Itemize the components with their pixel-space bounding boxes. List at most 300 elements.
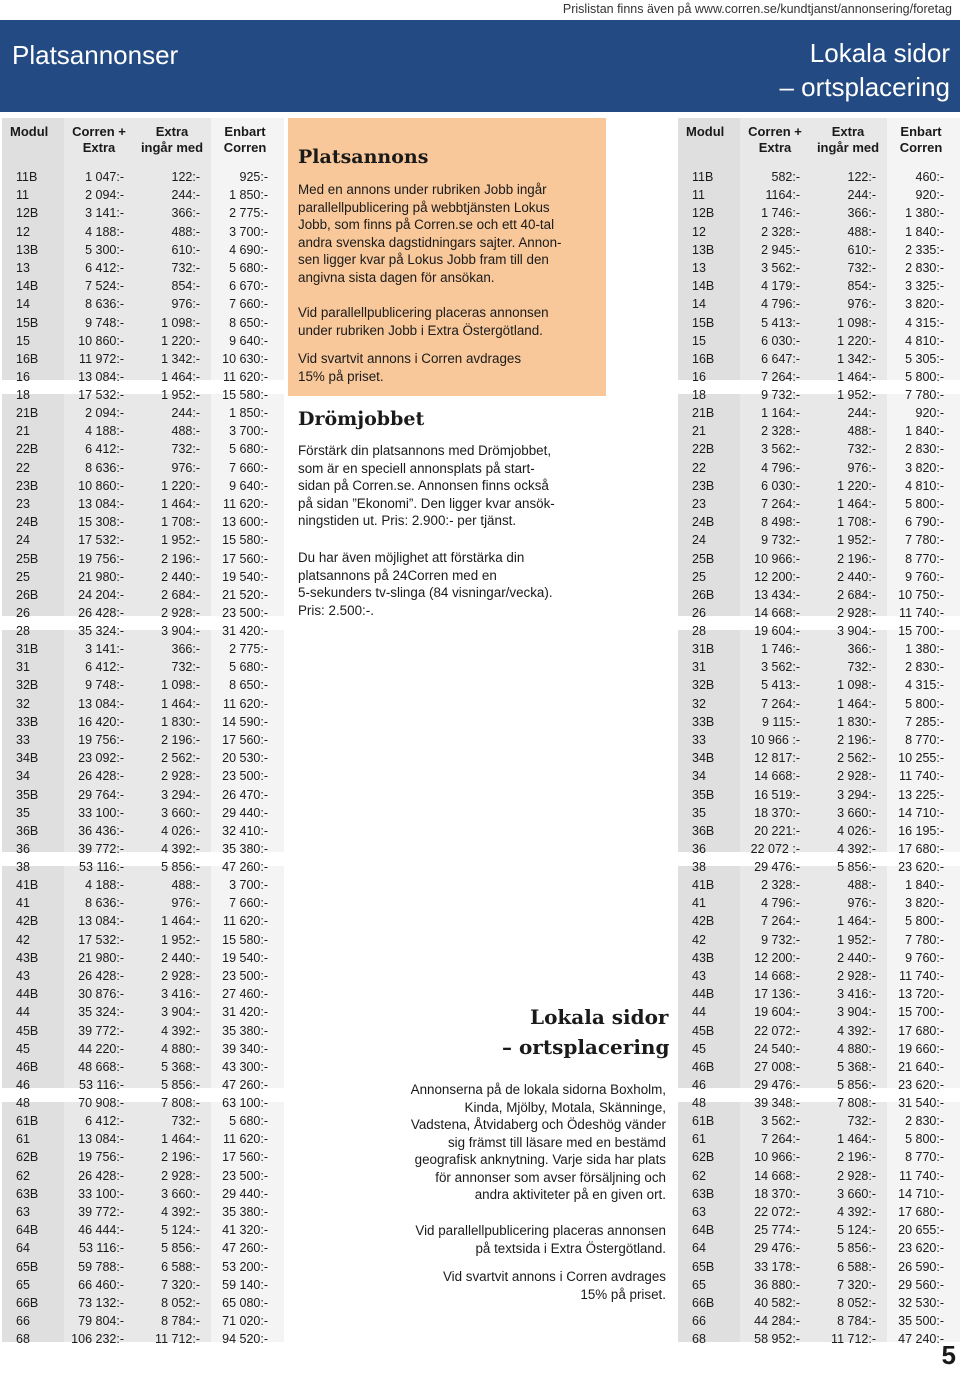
enbart-corren-price-cell: 7 780:- xyxy=(905,533,944,548)
corren-extra-price-cell: 21 980:- xyxy=(78,950,124,965)
extra-price-cell: 976:- xyxy=(171,460,200,475)
price-group xyxy=(678,876,960,1112)
enbart-corren-price-cell: 19 540:- xyxy=(222,569,268,584)
modul-cell: 15 xyxy=(692,333,706,348)
modul-cell: 26B xyxy=(16,587,39,602)
table-row xyxy=(678,295,960,313)
table-row xyxy=(678,1058,960,1076)
modul-cell: 31 xyxy=(16,660,30,675)
extra-price-cell: 4 392:- xyxy=(837,1023,876,1038)
text-line: platsannons på 24Corren med en xyxy=(298,567,497,583)
corren-extra-price-cell: 35 324:- xyxy=(78,624,124,639)
corren-extra-price-cell: 16 420:- xyxy=(78,714,124,729)
extra-price-cell: 2 928:- xyxy=(837,968,876,983)
enbart-corren-price-cell: 5 680:- xyxy=(229,260,268,275)
table-row xyxy=(2,713,284,731)
enbart-corren-price-cell: 29 440:- xyxy=(222,1186,268,1201)
enbart-corren-price-cell: 1 380:- xyxy=(905,642,944,656)
enbart-corren-price-cell: 5 800:- xyxy=(905,914,944,929)
modul-cell: 16B xyxy=(16,351,39,366)
text-line: Du har även möjlighet att förstärka din xyxy=(298,550,525,565)
table-row xyxy=(678,368,960,386)
modul-cell: 12 xyxy=(692,224,706,239)
extra-price-cell: 1 952:- xyxy=(837,533,876,548)
modul-cell: 46B xyxy=(16,1059,39,1074)
corren-extra-price-cell: 39 348:- xyxy=(754,1096,800,1111)
enbart-corren-price-cell: 35 380:- xyxy=(222,1204,268,1219)
corren-extra-price-cell: 17 532:- xyxy=(78,533,124,548)
table-row xyxy=(2,840,284,858)
corren-extra-price-cell: 1 746:- xyxy=(761,642,800,656)
corren-extra-price-cell: 13 084:- xyxy=(78,914,124,929)
enbart-corren-price-cell: 9 760:- xyxy=(905,950,944,965)
modul-cell: 65B xyxy=(16,1259,39,1274)
corren-extra-price-cell: 6 030:- xyxy=(761,478,800,493)
table-row xyxy=(2,1148,284,1166)
extra-price-cell: 1 464:- xyxy=(161,370,200,385)
table-row xyxy=(2,386,284,404)
enbart-corren-price-cell: 5 680:- xyxy=(229,442,268,457)
corren-extra-price-cell: 7 264:- xyxy=(761,914,800,929)
corren-extra-price-cell: 6 412:- xyxy=(85,1114,124,1128)
enbart-corren-price-cell: 920:- xyxy=(915,188,944,203)
modul-cell: 16 xyxy=(692,370,706,385)
enbart-corren-price-cell: 23 500:- xyxy=(222,769,268,784)
extra-price-cell: 1 952:- xyxy=(161,932,200,947)
corren-extra-price-cell: 10 966 :- xyxy=(750,732,800,747)
extra-price-cell: 1 952:- xyxy=(837,388,876,403)
table-row xyxy=(2,332,284,350)
extra-price-cell: 1 830:- xyxy=(837,714,876,729)
enbart-corren-price-cell: 23 500:- xyxy=(222,1168,268,1183)
corren-extra-price-cell: 4 179:- xyxy=(761,279,800,294)
extra-price-cell: 2 196:- xyxy=(837,551,876,566)
corren-extra-price-cell: 48 668:- xyxy=(78,1059,124,1074)
extra-price-cell: 4 026:- xyxy=(837,823,876,838)
enbart-corren-price-cell: 8 770:- xyxy=(905,732,944,747)
enbart-corren-price-cell: 14 710:- xyxy=(898,805,944,820)
table-row xyxy=(2,295,284,313)
enbart-corren-price-cell: 43 300:- xyxy=(222,1059,268,1074)
header-corren-extra-line1: Corren + xyxy=(748,124,802,139)
enbart-corren-price-cell: 21 640:- xyxy=(898,1059,944,1074)
extra-price-cell: 1 098:- xyxy=(837,315,876,330)
corren-extra-price-cell: 1164:- xyxy=(765,188,800,203)
table-row xyxy=(2,1203,284,1221)
corren-extra-price-cell: 7 524:- xyxy=(85,279,124,294)
enbart-corren-price-cell: 35 380:- xyxy=(222,1023,268,1038)
extra-price-cell: 1 464:- xyxy=(161,914,200,929)
extra-price-cell: 4 392:- xyxy=(837,842,876,857)
enbart-corren-price-cell: 15 700:- xyxy=(898,1005,944,1020)
extra-price-cell: 732:- xyxy=(847,260,876,275)
corren-extra-price-cell: 4 796:- xyxy=(761,896,800,911)
table-row xyxy=(678,386,960,404)
extra-price-cell: 4 392:- xyxy=(161,1204,200,1219)
modul-cell: 22 xyxy=(692,460,706,475)
corren-extra-price-cell: 17 532:- xyxy=(78,388,124,403)
corren-extra-price-cell: 33 178:- xyxy=(754,1259,800,1274)
table-row xyxy=(2,1022,284,1040)
modul-cell: 18 xyxy=(16,388,30,403)
modul-cell: 13 xyxy=(16,260,30,275)
table-row xyxy=(678,1148,960,1166)
extra-price-cell: 1 464:- xyxy=(837,370,876,385)
table-row xyxy=(2,1003,284,1021)
table-row xyxy=(2,1040,284,1058)
table-row xyxy=(678,876,960,894)
corren-extra-price-cell: 8 498:- xyxy=(761,515,800,530)
text-line: Jobb, som finns på Corren.se och ett 40-tal xyxy=(298,217,555,232)
modul-cell: 42 xyxy=(16,932,30,947)
table-row xyxy=(2,404,284,422)
enbart-corren-price-cell: 4 315:- xyxy=(905,678,944,693)
table-row xyxy=(2,259,284,277)
modul-cell: 41B xyxy=(16,878,39,892)
corren-extra-price-cell: 4 188:- xyxy=(85,224,124,239)
enbart-corren-price-cell: 94 520:- xyxy=(222,1332,268,1347)
enbart-corren-price-cell: 71 020:- xyxy=(222,1314,268,1329)
corren-extra-price-cell: 12 200:- xyxy=(754,569,800,584)
extra-price-cell: 488:- xyxy=(171,224,200,239)
corren-extra-price-cell: 9 732:- xyxy=(761,533,800,548)
enbart-corren-price-cell: 20 655:- xyxy=(898,1223,944,1238)
extra-price-cell: 5 856:- xyxy=(837,1241,876,1256)
table-header xyxy=(678,120,960,160)
table-row xyxy=(2,1130,284,1148)
modul-cell: 33B xyxy=(692,714,715,729)
modul-cell: 61 xyxy=(16,1132,30,1147)
extra-price-cell: 5 856:- xyxy=(837,860,876,875)
corren-extra-price-cell: 24 204:- xyxy=(78,587,124,602)
table-row xyxy=(678,1185,960,1203)
corren-extra-price-cell: 35 324:- xyxy=(78,1005,124,1020)
table-row xyxy=(2,168,284,186)
modul-cell: 24B xyxy=(692,515,715,530)
platsannons-title: Platsannons xyxy=(298,146,429,168)
enbart-corren-price-cell: 47 260:- xyxy=(222,1241,268,1256)
modul-cell: 28 xyxy=(16,624,30,639)
modul-cell: 45 xyxy=(16,1041,30,1056)
corren-extra-price-cell: 13 434:- xyxy=(754,587,800,602)
table-row xyxy=(2,186,284,204)
table-row xyxy=(678,440,960,458)
corren-extra-price-cell: 1 047:- xyxy=(85,170,124,184)
table-row xyxy=(678,804,960,822)
modul-cell: 15B xyxy=(16,315,39,330)
extra-price-cell: 2 196:- xyxy=(837,1150,876,1165)
extra-price-cell: 2 928:- xyxy=(161,769,200,784)
text-line: parallellpublicering på webbtjänsten Lokus xyxy=(298,199,550,215)
corren-extra-price-cell: 9 732:- xyxy=(761,388,800,403)
extra-price-cell: 5 856:- xyxy=(161,1078,200,1093)
modul-cell: 62 xyxy=(16,1168,30,1183)
table-row xyxy=(2,767,284,785)
enbart-corren-price-cell: 5 800:- xyxy=(905,1132,944,1147)
enbart-corren-price-cell: 10 750:- xyxy=(898,587,944,602)
modul-cell: 14B xyxy=(692,279,715,294)
enbart-corren-price-cell: 23 500:- xyxy=(222,606,268,621)
modul-cell: 42B xyxy=(16,914,39,929)
modul-cell: 45B xyxy=(692,1023,715,1038)
corren-extra-price-cell: 106 232:- xyxy=(71,1332,124,1347)
header-corren-extra-line2: Extra xyxy=(82,140,116,155)
modul-cell: 14 xyxy=(692,297,706,312)
extra-price-cell: 732:- xyxy=(171,260,200,275)
modul-cell: 28 xyxy=(692,624,706,639)
modul-cell: 64 xyxy=(692,1241,706,1256)
corren-extra-price-cell: 53 116:- xyxy=(79,1078,124,1093)
corren-extra-price-cell: 12 200:- xyxy=(754,950,800,965)
text-line: sidan på Corren.se. Annonsen finns också xyxy=(298,478,549,493)
table-row xyxy=(2,658,284,676)
modul-cell: 35 xyxy=(692,805,706,820)
enbart-corren-price-cell: 9 760:- xyxy=(905,569,944,584)
text-line: andra aktiviteter på en given ort. xyxy=(474,1187,666,1202)
corren-extra-price-cell: 26 428:- xyxy=(78,606,124,621)
modul-cell: 41 xyxy=(16,896,30,911)
enbart-corren-price-cell: 6 790:- xyxy=(905,515,944,530)
modul-cell: 35B xyxy=(16,787,39,802)
text-line: angivna sista dagen för ansökan. xyxy=(298,269,495,285)
table-row xyxy=(678,840,960,858)
header-enbart xyxy=(212,124,278,156)
table-row xyxy=(678,604,960,622)
extra-price-cell: 1 952:- xyxy=(161,533,200,548)
extra-price-cell: 3 904:- xyxy=(837,624,876,639)
corren-extra-price-cell: 19 756:- xyxy=(78,732,124,747)
text-line: Vadstena, Åtvidaberg och Ödeshög vänder xyxy=(410,1117,666,1132)
corren-extra-price-cell: 4 188:- xyxy=(85,424,124,439)
modul-cell: 13B xyxy=(16,242,39,257)
table-row xyxy=(678,912,960,930)
modul-cell: 66 xyxy=(16,1314,30,1329)
modul-cell: 16 xyxy=(16,370,30,385)
extra-price-cell: 854:- xyxy=(171,279,200,294)
corren-extra-price-cell: 13 084:- xyxy=(78,370,124,385)
dromjobbet-paragraph-1 xyxy=(298,442,555,530)
corren-extra-price-cell: 6 412:- xyxy=(85,260,124,275)
enbart-corren-price-cell: 13 225:- xyxy=(898,787,944,802)
modul-cell: 31B xyxy=(692,642,715,656)
corren-extra-price-cell: 22 072:- xyxy=(754,1023,800,1038)
modul-cell: 32 xyxy=(16,696,30,711)
platsannons-paragraph-2 xyxy=(298,304,549,339)
extra-price-cell: 1 464:- xyxy=(161,696,200,711)
enbart-corren-price-cell: 35 500:- xyxy=(898,1314,944,1329)
modul-cell: 62B xyxy=(16,1150,39,1165)
extra-price-cell: 7 808:- xyxy=(161,1096,200,1111)
extra-price-cell: 3 660:- xyxy=(161,805,200,820)
extra-price-cell: 244:- xyxy=(171,188,200,203)
modul-cell: 32B xyxy=(16,678,39,693)
enbart-corren-price-cell: 460:- xyxy=(915,170,944,184)
modul-cell: 43B xyxy=(16,950,39,965)
extra-price-cell: 5 856:- xyxy=(161,860,200,875)
corren-extra-price-cell: 14 668:- xyxy=(754,968,800,983)
modul-cell: 41 xyxy=(692,896,706,911)
table-row xyxy=(2,204,284,222)
extra-price-cell: 4 880:- xyxy=(161,1041,200,1056)
table-row xyxy=(678,531,960,549)
enbart-corren-price-cell: 11 740:- xyxy=(899,769,944,784)
modul-cell: 46B xyxy=(692,1059,715,1074)
extra-price-cell: 1 708:- xyxy=(161,515,200,530)
modul-cell: 62 xyxy=(692,1168,706,1183)
enbart-corren-price-cell: 2 775:- xyxy=(229,206,268,221)
table-row xyxy=(678,204,960,222)
table-row xyxy=(2,277,284,295)
enbart-corren-price-cell: 15 580:- xyxy=(222,932,268,947)
corren-extra-price-cell: 29 476:- xyxy=(754,1241,800,1256)
enbart-corren-price-cell: 19 540:- xyxy=(222,950,268,965)
modul-cell: 44 xyxy=(692,1005,706,1020)
text-line: 15% på priset. xyxy=(580,1286,666,1302)
modul-cell: 25B xyxy=(692,551,715,566)
table-row xyxy=(678,1276,960,1294)
extra-price-cell: 1 464:- xyxy=(837,914,876,929)
table-row xyxy=(2,622,284,640)
corren-extra-price-cell: 6 412:- xyxy=(85,442,124,457)
enbart-corren-price-cell: 7 660:- xyxy=(229,460,268,475)
modul-cell: 64B xyxy=(16,1223,39,1238)
enbart-corren-price-cell: 1 840:- xyxy=(905,224,944,239)
enbart-corren-price-cell: 17 680:- xyxy=(898,1023,944,1038)
price-group xyxy=(678,640,960,876)
corren-extra-price-cell: 15 308:- xyxy=(78,515,124,530)
lokala-paragraph-3 xyxy=(370,1268,666,1303)
table-row xyxy=(678,894,960,912)
extra-price-cell: 1 220:- xyxy=(161,478,200,493)
table-row xyxy=(678,931,960,949)
text-line: Kinda, Mjölby, Motala, Skänninge, xyxy=(464,1099,666,1115)
extra-price-cell: 854:- xyxy=(847,279,876,294)
enbart-corren-price-cell: 920:- xyxy=(915,406,944,420)
corren-extra-price-cell: 26 428:- xyxy=(78,1168,124,1183)
extra-price-cell: 3 294:- xyxy=(161,787,200,802)
modul-cell: 21 xyxy=(692,424,706,439)
table-row xyxy=(678,223,960,241)
enbart-corren-price-cell: 32 410:- xyxy=(222,823,268,838)
modul-cell: 44 xyxy=(16,1005,30,1020)
corren-extra-price-cell: 17 532:- xyxy=(78,932,124,947)
corren-extra-price-cell: 70 908:- xyxy=(78,1096,124,1111)
header-banner xyxy=(0,20,960,112)
enbart-corren-price-cell: 6 670:- xyxy=(229,279,268,294)
table-row xyxy=(678,314,960,332)
text-line: Vid parallellpublicering placeras annonsen xyxy=(415,1223,666,1238)
enbart-corren-price-cell: 47 260:- xyxy=(222,1078,268,1093)
enbart-corren-price-cell: 32 530:- xyxy=(898,1295,944,1310)
table-row xyxy=(678,1312,960,1330)
enbart-corren-price-cell: 3 700:- xyxy=(229,878,268,892)
extra-price-cell: 244:- xyxy=(847,188,876,203)
enbart-corren-price-cell: 1 840:- xyxy=(905,424,944,439)
header-corren-extra xyxy=(64,124,134,156)
modul-cell: 18 xyxy=(692,388,706,403)
corren-extra-price-cell: 8 636:- xyxy=(85,896,124,911)
modul-cell: 11 xyxy=(692,188,705,203)
enbart-corren-price-cell: 13 600:- xyxy=(222,515,268,530)
corren-extra-price-cell: 39 772:- xyxy=(78,1023,124,1038)
extra-price-cell: 976:- xyxy=(847,297,876,312)
table-row xyxy=(2,1276,284,1294)
modul-cell: 23 xyxy=(692,496,706,511)
corren-extra-price-cell: 13 084:- xyxy=(78,1132,124,1147)
enbart-corren-price-cell: 5 680:- xyxy=(229,1114,268,1128)
corren-extra-price-cell: 5 300:- xyxy=(85,242,124,257)
extra-price-cell: 2 928:- xyxy=(837,606,876,621)
modul-cell: 13B xyxy=(692,242,715,257)
corren-extra-price-cell: 12 817:- xyxy=(754,751,800,766)
extra-price-cell: 2 684:- xyxy=(837,587,876,602)
table-row xyxy=(2,368,284,386)
extra-price-cell: 1 098:- xyxy=(161,678,200,693)
extra-price-cell: 2 196:- xyxy=(161,732,200,747)
corren-extra-price-cell: 8 636:- xyxy=(85,460,124,475)
corren-extra-price-cell: 2 328:- xyxy=(761,878,800,892)
corren-extra-price-cell: 26 428:- xyxy=(78,769,124,784)
table-row xyxy=(2,459,284,477)
extra-price-cell: 11 712:- xyxy=(831,1332,876,1347)
modul-cell: 12 xyxy=(16,224,30,239)
modul-cell: 24B xyxy=(16,515,39,530)
corren-extra-price-cell: 46 444:- xyxy=(78,1223,124,1238)
corren-extra-price-cell: 19 756:- xyxy=(78,551,124,566)
text-line: Förstärk din platsannons med Drömjobbet, xyxy=(298,443,552,458)
extra-price-cell: 1 220:- xyxy=(837,478,876,493)
modul-cell: 33B xyxy=(16,714,39,729)
corren-extra-price-cell: 10 860:- xyxy=(78,478,124,493)
table-row xyxy=(2,876,284,894)
modul-cell: 38 xyxy=(16,860,30,875)
enbart-corren-price-cell: 11 620:- xyxy=(223,1132,268,1147)
enbart-corren-price-cell: 23 620:- xyxy=(898,860,944,875)
corren-extra-price-cell: 22 072:- xyxy=(754,1204,800,1219)
table-row xyxy=(678,186,960,204)
corren-extra-price-cell: 16 519:- xyxy=(754,787,800,802)
corren-extra-price-cell: 7 264:- xyxy=(761,496,800,511)
corren-extra-price-cell: 4 796:- xyxy=(761,460,800,475)
modul-cell: 36 xyxy=(692,842,706,857)
table-row xyxy=(678,1203,960,1221)
corren-extra-price-cell: 25 774:- xyxy=(754,1223,800,1238)
modul-cell: 25 xyxy=(692,569,706,584)
extra-price-cell: 976:- xyxy=(171,896,200,911)
corren-extra-price-cell: 53 116:- xyxy=(79,860,124,875)
corren-extra-price-cell: 2 328:- xyxy=(761,224,800,239)
table-row xyxy=(2,586,284,604)
enbart-corren-price-cell: 23 620:- xyxy=(898,1241,944,1256)
text-line: sen ligger kvar på Lokus Jobb fram till den xyxy=(298,252,549,267)
enbart-corren-price-cell: 65 080:- xyxy=(222,1295,268,1310)
corren-extra-price-cell: 3 562:- xyxy=(761,660,800,675)
table-row xyxy=(2,931,284,949)
modul-cell: 45B xyxy=(16,1023,39,1038)
extra-price-cell: 1 464:- xyxy=(161,496,200,511)
modul-cell: 42B xyxy=(692,914,715,929)
corren-extra-price-cell: 9 115:- xyxy=(762,714,800,729)
enbart-corren-price-cell: 31 420:- xyxy=(222,1005,268,1020)
table-row xyxy=(2,949,284,967)
table-row xyxy=(678,1040,960,1058)
modul-cell: 43 xyxy=(692,968,706,983)
modul-cell: 22B xyxy=(16,442,39,457)
enbart-corren-price-cell: 5 800:- xyxy=(905,696,944,711)
table-row xyxy=(678,241,960,259)
modul-cell: 31 xyxy=(692,660,706,675)
modul-cell: 43 xyxy=(16,968,30,983)
